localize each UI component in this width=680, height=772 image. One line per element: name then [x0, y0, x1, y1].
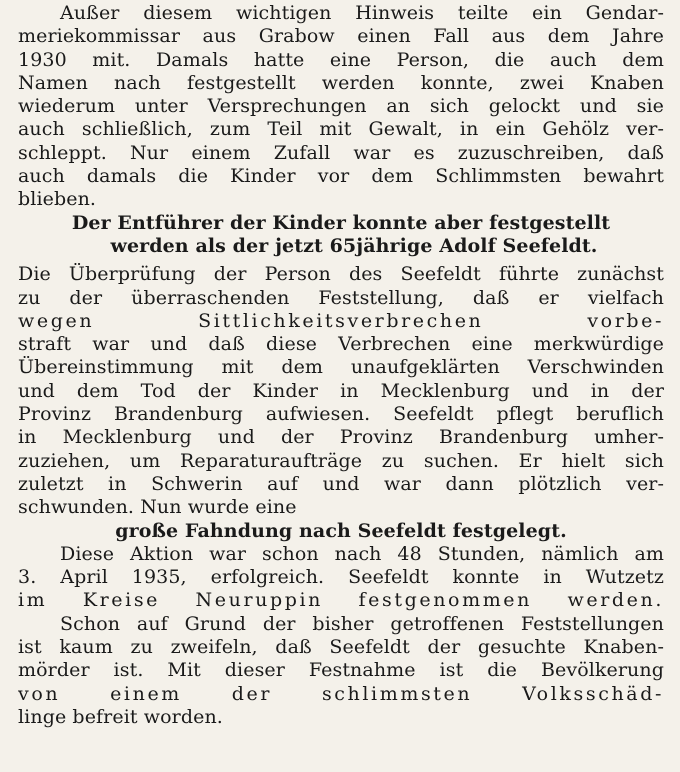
text-line: im Kreise Neuruppin festgenommen werden.: [18, 589, 664, 612]
paragraph-conclusion: [18, 613, 664, 729]
paragraph-seefeldt-investigation: [18, 263, 664, 519]
text-line: mörder ist. Mit dieser Festnahme ist die Bevölkerung: [18, 659, 664, 682]
headline-line: Der Entführer der Kinder konnte aber festgestellt: [71, 211, 611, 234]
paragraph-arrest: [18, 543, 664, 613]
text-line: schleppt. Nur einem Zufall war es zuzuschreiben, daß: [18, 141, 664, 164]
text-line: Übereinstimmung mit dem unaufgeklärten Verschwinden: [18, 356, 664, 379]
text-line: auch schließlich, zum Teil mit Gewalt, in ein Gehölz ver-: [18, 118, 664, 141]
text-line: wiederum unter Versprechungen an sich gelockt und sie: [18, 95, 664, 118]
text-line: Namen nach festgestellt werden konnte, zwei Knaben: [18, 71, 664, 94]
text-line: 3. April 1935, erfolgreich. Seefeldt konnte in Wutzetz: [18, 566, 664, 589]
text-line: Die Überprüfung der Person des Seefeldt führte zunächst: [18, 263, 664, 286]
text-line: und dem Tod der Kinder in Mecklenburg und in der: [18, 379, 664, 402]
text-line: 1930 mit. Damals hatte eine Person, die auch dem: [18, 48, 664, 71]
text-line: Diese Aktion war schon nach 48 Stunden, nämlich am: [60, 542, 664, 565]
text-line: zuletzt in Schwerin auf und war dann plötzlich ver-: [18, 472, 664, 495]
text-line: in Mecklenburg und der Provinz Brandenburg umher-: [18, 426, 664, 449]
text-line: blieben.: [18, 188, 97, 211]
text-line: wegen Sittlichkeitsverbrechen vorbe-: [18, 309, 664, 332]
text-line: zu der überraschenden Feststellung, daß er vielfach: [18, 286, 664, 309]
headline-line: werden als der jetzt 65jährige Adolf Seefeldt.: [110, 234, 598, 257]
text-line: Außer diesem wichtigen Hinweis teilte ein Gendar-: [60, 2, 664, 24]
headline-kidnapper-identified: [18, 212, 664, 259]
text-line: auch damals die Kinder vor dem Schlimmsten bewahrt: [18, 165, 664, 188]
text-line: schwunden. Nun wurde eine: [18, 496, 297, 519]
text-line: ist kaum zu zweifeln, daß Seefeldt der gesuchte Knaben-: [18, 636, 664, 659]
headline-manhunt: große Fahndung nach Seefeldt festgelegt.: [115, 519, 567, 542]
text-line: meriekommissar aus Grabow einen Fall aus dem Jahre: [18, 25, 664, 48]
text-line: zuziehen, um Reparaturaufträge zu suchen. Er hielt sich: [18, 449, 664, 472]
paragraph-grabow-case: [18, 2, 664, 212]
text-line: Schon auf Grund der bisher getroffenen Feststellungen: [60, 612, 664, 635]
text-line: Provinz Brandenburg aufwiesen. Seefeldt pflegt beruflich: [18, 403, 664, 426]
text-line: straft war und daß diese Verbrechen eine merkwürdige: [18, 333, 664, 356]
text-line: von einem der schlimmsten Volksschäd-: [18, 682, 664, 705]
text-line: linge befreit worden.: [18, 705, 223, 728]
